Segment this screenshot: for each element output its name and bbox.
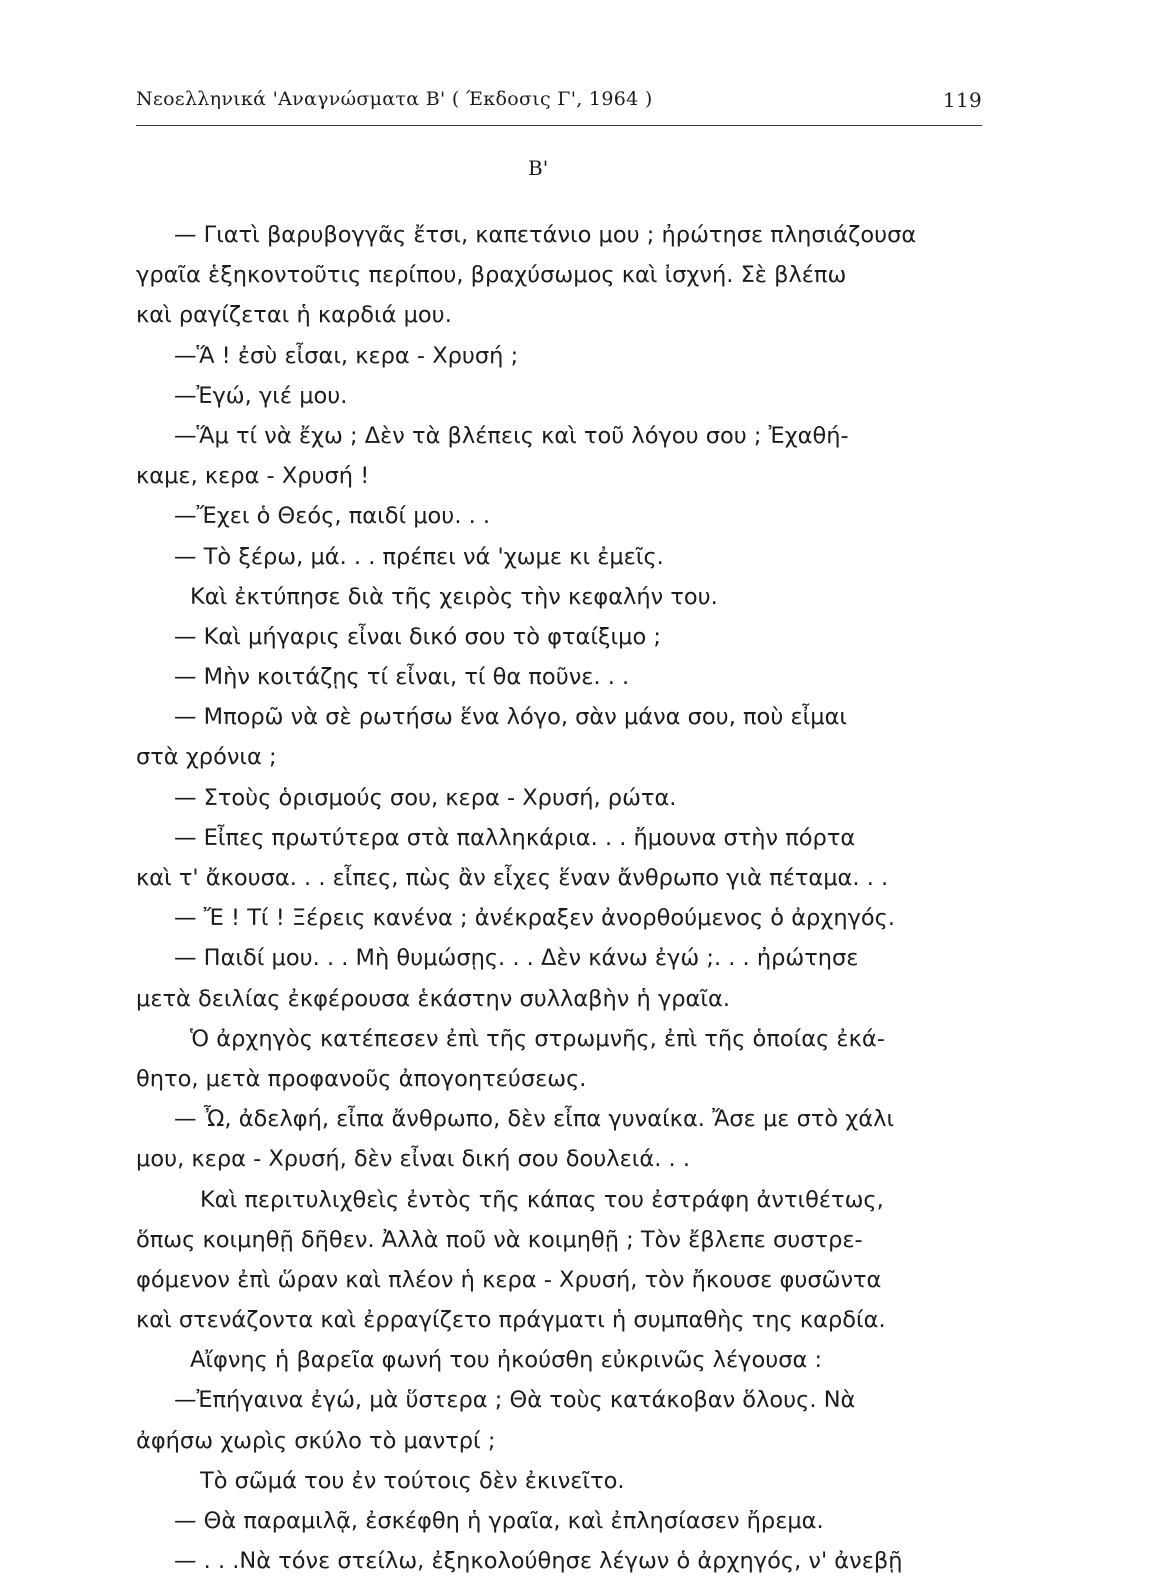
running-title: Νεοελληνικά 'Αναγνώσματα Β' ( Έκδοσις Γ', 1964 ) <box>136 88 653 110</box>
text-line: — Ἔ ! Τί ! Ξέρεις κανένα ; ἀνέκραξεν ἀνορθούμενος ὁ ἀρχηγός. <box>174 905 896 932</box>
text-line: Καὶ ἐκτύπησε διὰ τῆς χειρὸς τὴν κεφαλήν του. <box>190 583 718 610</box>
text-line: καὶ τ' ἄκουσα. . . εἶπες, πὼς ἂν εἶχες ἕναν ἄνθρωπο γιὰ πέταμα. . . <box>136 865 889 891</box>
text-line: — Μπορῶ νὰ σὲ ρωτήσω ἕνα λόγο, σὰν μάνα σου, ποὺ εἶμαι <box>174 704 848 731</box>
text-line: —Ἐπήγαινα ἐγώ, μὰ ὕστερα ; Θὰ τοὺς κατάκοβαν ὅλους. Νὰ <box>174 1387 856 1414</box>
text-line: ἀφήσω χωρὶς σκύλο τὸ μαντρί ; <box>136 1427 496 1454</box>
text-line: — Γιατὶ βαρυβογγᾶς ἔτσι, καπετάνιο μου ; ἠρώτησε πλησιάζουσα <box>174 222 917 248</box>
text-line: Τὸ σῶμά του ἐν τούτοις δὲν ἐκινεῖτο. <box>200 1467 625 1494</box>
body-text <box>136 215 986 1581</box>
text-line: στὰ χρόνια ; <box>136 744 277 771</box>
text-line: ὅπως κοιμηθῇ δῆθεν. Ἀλλὰ ποῦ νὰ κοιμηθῇ ; Τὸν ἔβλεπε συστρε- <box>136 1226 863 1253</box>
text-line: — Μὴν κοιτάζῃς τί εἶναι, τί θα ποῦνε. . . <box>174 664 630 691</box>
text-line: θητο, μετὰ προφανοῦς ἀπογοητεύσεως. <box>136 1065 587 1092</box>
text-line: καὶ στενάζοντα καὶ ἐρραγίζετο πράγματι ἡ συμπαθὴς της καρδία. <box>136 1307 886 1334</box>
text-line: —Ἐγώ, γιέ μου. <box>174 382 348 409</box>
text-line: — Καὶ μήγαρις εἶναι δικό σου τὸ φταίξιμο ; <box>174 623 661 650</box>
text-line: Ὁ ἀρχηγὸς κατέπεσεν ἐπὶ τῆς στρωμνῆς, ἐπὶ τῆς ὁποίας ἐκά- <box>190 1025 885 1052</box>
header-rule <box>136 125 982 126</box>
text-line: — Παιδί μου. . . Μὴ θυμώσῃς. . . Δὲν κάνω ἐγώ ;. . . ἠρώτησε <box>174 945 859 972</box>
text-line: —Ἅ ! ἐσὺ εἶσαι, κερα - Χρυσή ; <box>174 342 519 369</box>
text-line: καὶ ραγίζεται ἡ καρδιά μου. <box>136 302 452 329</box>
text-line: — Τὸ ξέρω, μά. . . πρέπει νά 'χωμε κι ἐμεῖς. <box>174 543 664 570</box>
text-line: — . . .Νὰ τόνε στείλω, ἐξηκολούθησε λέγων ὁ ἀρχηγός, ν' ἀνεβῇ <box>174 1548 903 1575</box>
text-line: καμε, κερα - Χρυσή ! <box>136 463 370 490</box>
text-line: γραῖα ἑξηκοντοῦτις περίπου, βραχύσωμος καὶ ἰσχνή. Σὲ βλέπω <box>136 262 847 289</box>
page-number: 119 <box>942 88 982 112</box>
text-line: φόμενον ἐπὶ ὥραν καὶ πλέον ἡ κερα - Χρυσή, τὸν ἤκουσε φυσῶντα <box>136 1266 882 1293</box>
text-line: — Θὰ παραμιλᾷ, ἐσκέφθη ἡ γραῖα, καὶ ἐπλησίασεν ἤρεμα. <box>174 1508 824 1534</box>
running-header <box>136 88 982 110</box>
text-line: μετὰ δειλίας ἐκφέρουσα ἑκάστην συλλαβὴν ἡ γραῖα. <box>136 985 730 1012</box>
text-line: — Εἶπες πρωτύτερα στὰ παλληκάρια. . . ἤμουνα στὴν πόρτα <box>174 824 856 851</box>
section-label: Β' <box>528 156 549 180</box>
text-line: —Ἔχει ὁ Θεός, παιδί μου. . . <box>174 503 491 530</box>
text-line: Αἴφνης ἡ βαρεῖα φωνή του ἠκούσθη εὐκρινῶς λέγουσα : <box>190 1347 823 1374</box>
text-line: —Ἅμ τί νὰ ἔχω ; Δὲν τὰ βλέπεις καὶ τοῦ λόγου σου ; Ἐχαθή- <box>174 422 849 449</box>
text-line: μου, κερα - Χρυσή, δὲν εἶναι δική σου δουλειά. . . <box>136 1146 690 1173</box>
text-line: — Στοὺς ὁρισμούς σου, κερα - Χρυσή, ρώτα. <box>174 784 677 811</box>
text-line: Καὶ περιτυλιχθεὶς ἐντὸς τῆς κάπας του ἐστράφη ἀντιθέτως, <box>200 1186 884 1213</box>
text-line: — Ὦ, ἀδελφή, εἶπα ἄνθρωπο, δὲν εἶπα γυναίκα. Ἄσε με στὸ χάλι <box>174 1106 895 1133</box>
